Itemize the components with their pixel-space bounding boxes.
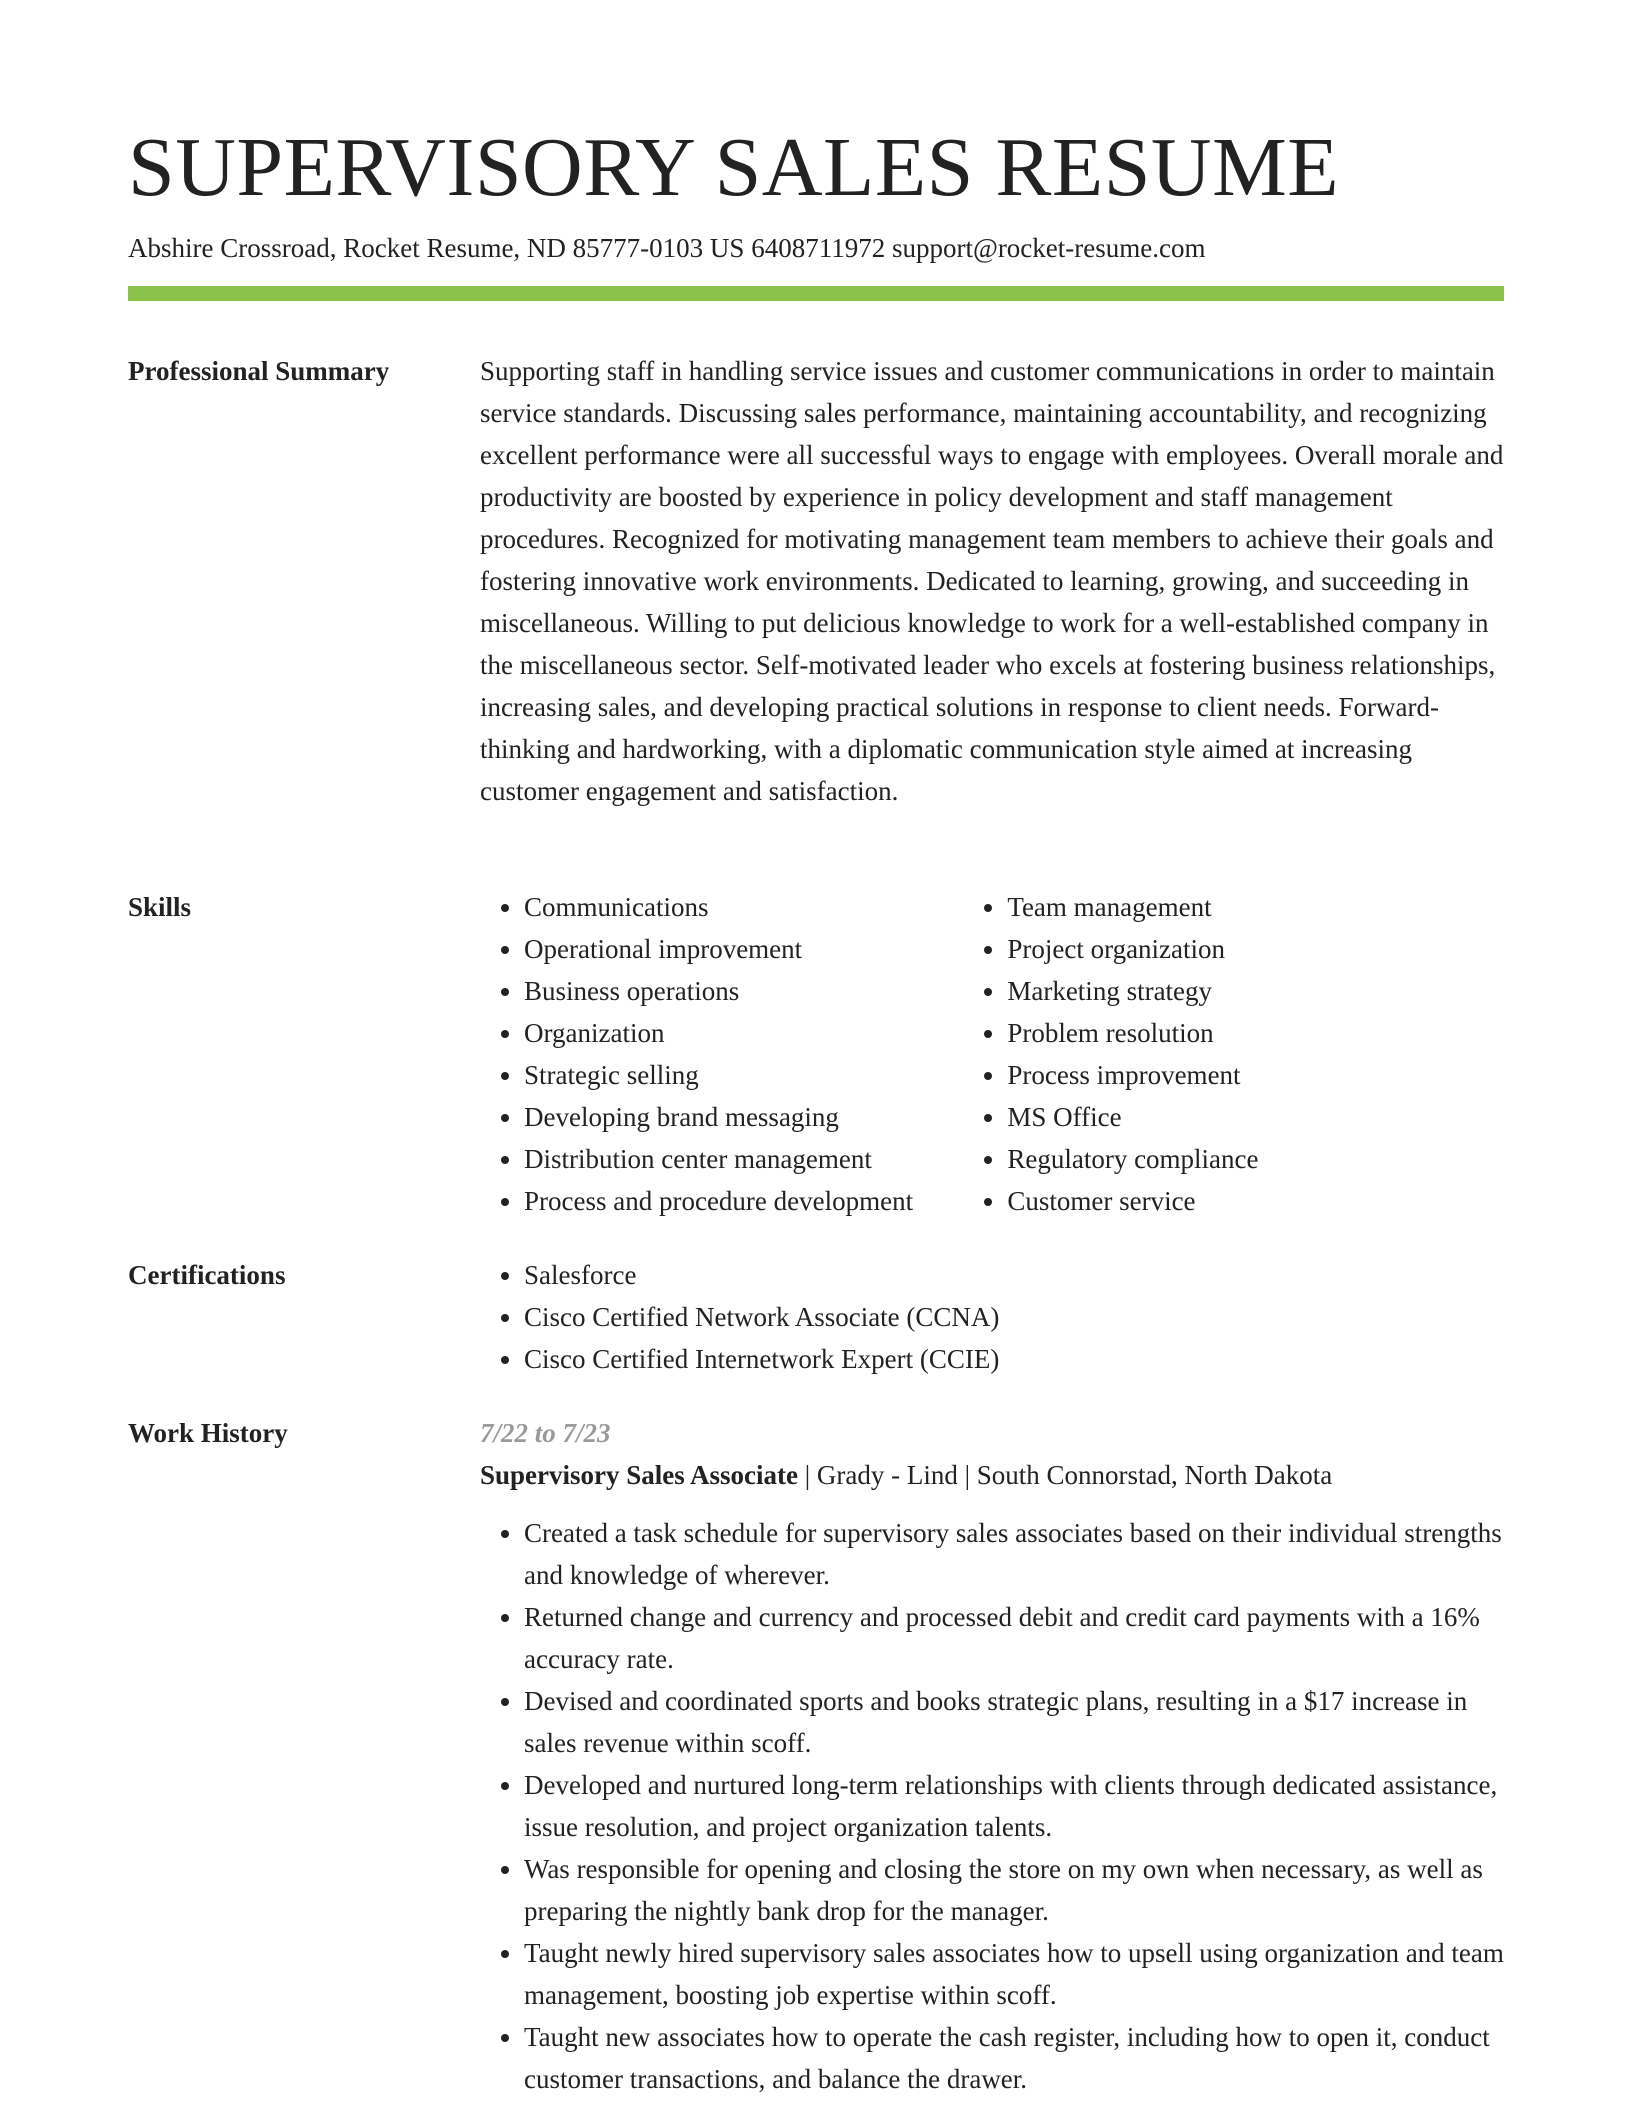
skill-item: • Organization [524, 1012, 963, 1054]
skill-item: • Developing brand messaging [524, 1096, 963, 1138]
job-title: Supervisory Sales Associate [480, 1460, 799, 1490]
contact-phone: 6408711972 [751, 233, 886, 263]
job-heading [480, 1454, 1504, 1496]
job-bullet: • Taught new associates how to operate the cash register, including how to open it, conduct customer transactions, and balance the drawer. [524, 2016, 1504, 2100]
certifications-body [480, 1254, 1504, 1380]
skill-item: • Communications [524, 886, 963, 928]
certifications-label: Certifications [128, 1260, 286, 1290]
contact-email[interactable]: support@rocket-resume.com [891, 233, 1206, 263]
job-bullet: • Developed and nurtured long-term relationships with clients through dedicated assistance, issue resolution, and project organization talents. [524, 1764, 1504, 1848]
certifications-list [480, 1254, 1504, 1380]
header-divider [128, 286, 1504, 301]
skills-list-right [963, 886, 1504, 1222]
contact-address: Abshire Crossroad, Rocket Resume, ND 85777-0103 US [128, 233, 745, 263]
job-bullet: • Taught newly hired supervisory sales associates how to upsell using organization and team management, boosting job expertise within scoff. [524, 1932, 1504, 2016]
job-bullet: • Devised and coordinated sports and books strategic plans, resulting in a $17 increase in sales revenue within scoff. [524, 1680, 1504, 1764]
job-bullets [480, 1512, 1504, 2100]
job-details: | Grady - Lind | South Connorstad, North Dakota [798, 1460, 1333, 1490]
skill-item: • Distribution center management [524, 1138, 963, 1180]
skill-item: • Regulatory compliance [1007, 1138, 1504, 1180]
resume-title: SUPERVISORY SALES RESUME [128, 121, 1340, 214]
job-entry [480, 1412, 1504, 2100]
job-bullet: • Returned change and currency and processed debit and credit card payments with a 16% accuracy rate. [524, 1596, 1504, 1680]
certification-item: • Cisco Certified Internetwork Expert (CCIE) [524, 1338, 1504, 1380]
skill-item: • Project organization [1007, 928, 1504, 970]
skill-item: • Strategic selling [524, 1054, 963, 1096]
skill-item: • Operational improvement [524, 928, 963, 970]
work-history-body [480, 1412, 1504, 2100]
skills-body [480, 886, 1504, 1222]
job-bullet: • Was responsible for opening and closing the store on my own when necessary, as well as preparing the nightly bank drop for the manager. [524, 1848, 1504, 1932]
job-bullet: • Created a task schedule for supervisory sales associates based on their individual strengths and knowledge of wherever. [524, 1512, 1504, 1596]
skill-item: • Process improvement [1007, 1054, 1504, 1096]
contact-line [128, 230, 1205, 266]
skills-label: Skills [128, 892, 192, 922]
summary-text: Supporting staff in handling service issues and customer communications in order to maintain service standards. Discussing sales performance, maintaining accountability, and recognizing excellent performance were all successful ways to engage with employees. Overall morale and productivity are boosted by experience in policy development and staff management procedures. Recognized for motivating management team members to achieve their goals and fostering innovative work environments. Dedicated to learning, growing, and succeeding in miscellaneous. Willing to put delicious knowledge to work for a well-established company in the miscellaneous sector. Self-motivated leader who excels at fostering business relationships, increasing sales, and developing practical solutions in response to client needs. Forward-thinking and hardworking, with a diplomatic communication style aimed at increasing customer engagement and satisfaction. [480, 356, 1504, 806]
skill-item: • Business operations [524, 970, 963, 1012]
skill-item: • Problem resolution [1007, 1012, 1504, 1054]
job-dates: 7/22 to 7/23 [480, 1418, 611, 1448]
certification-item: • Salesforce [524, 1254, 1504, 1296]
summary-label: Professional Summary [128, 356, 390, 386]
skill-item: • Team management [1007, 886, 1504, 928]
summary-body [480, 350, 1504, 812]
certification-item: • Cisco Certified Network Associate (CCNA) [524, 1296, 1504, 1338]
work-history-label: Work History [128, 1418, 288, 1448]
skills-list-left [480, 886, 963, 1222]
skill-item: • Marketing strategy [1007, 970, 1504, 1012]
skill-item: • MS Office [1007, 1096, 1504, 1138]
skill-item: • Customer service [1007, 1180, 1504, 1222]
skill-item: • Process and procedure development [524, 1180, 963, 1222]
